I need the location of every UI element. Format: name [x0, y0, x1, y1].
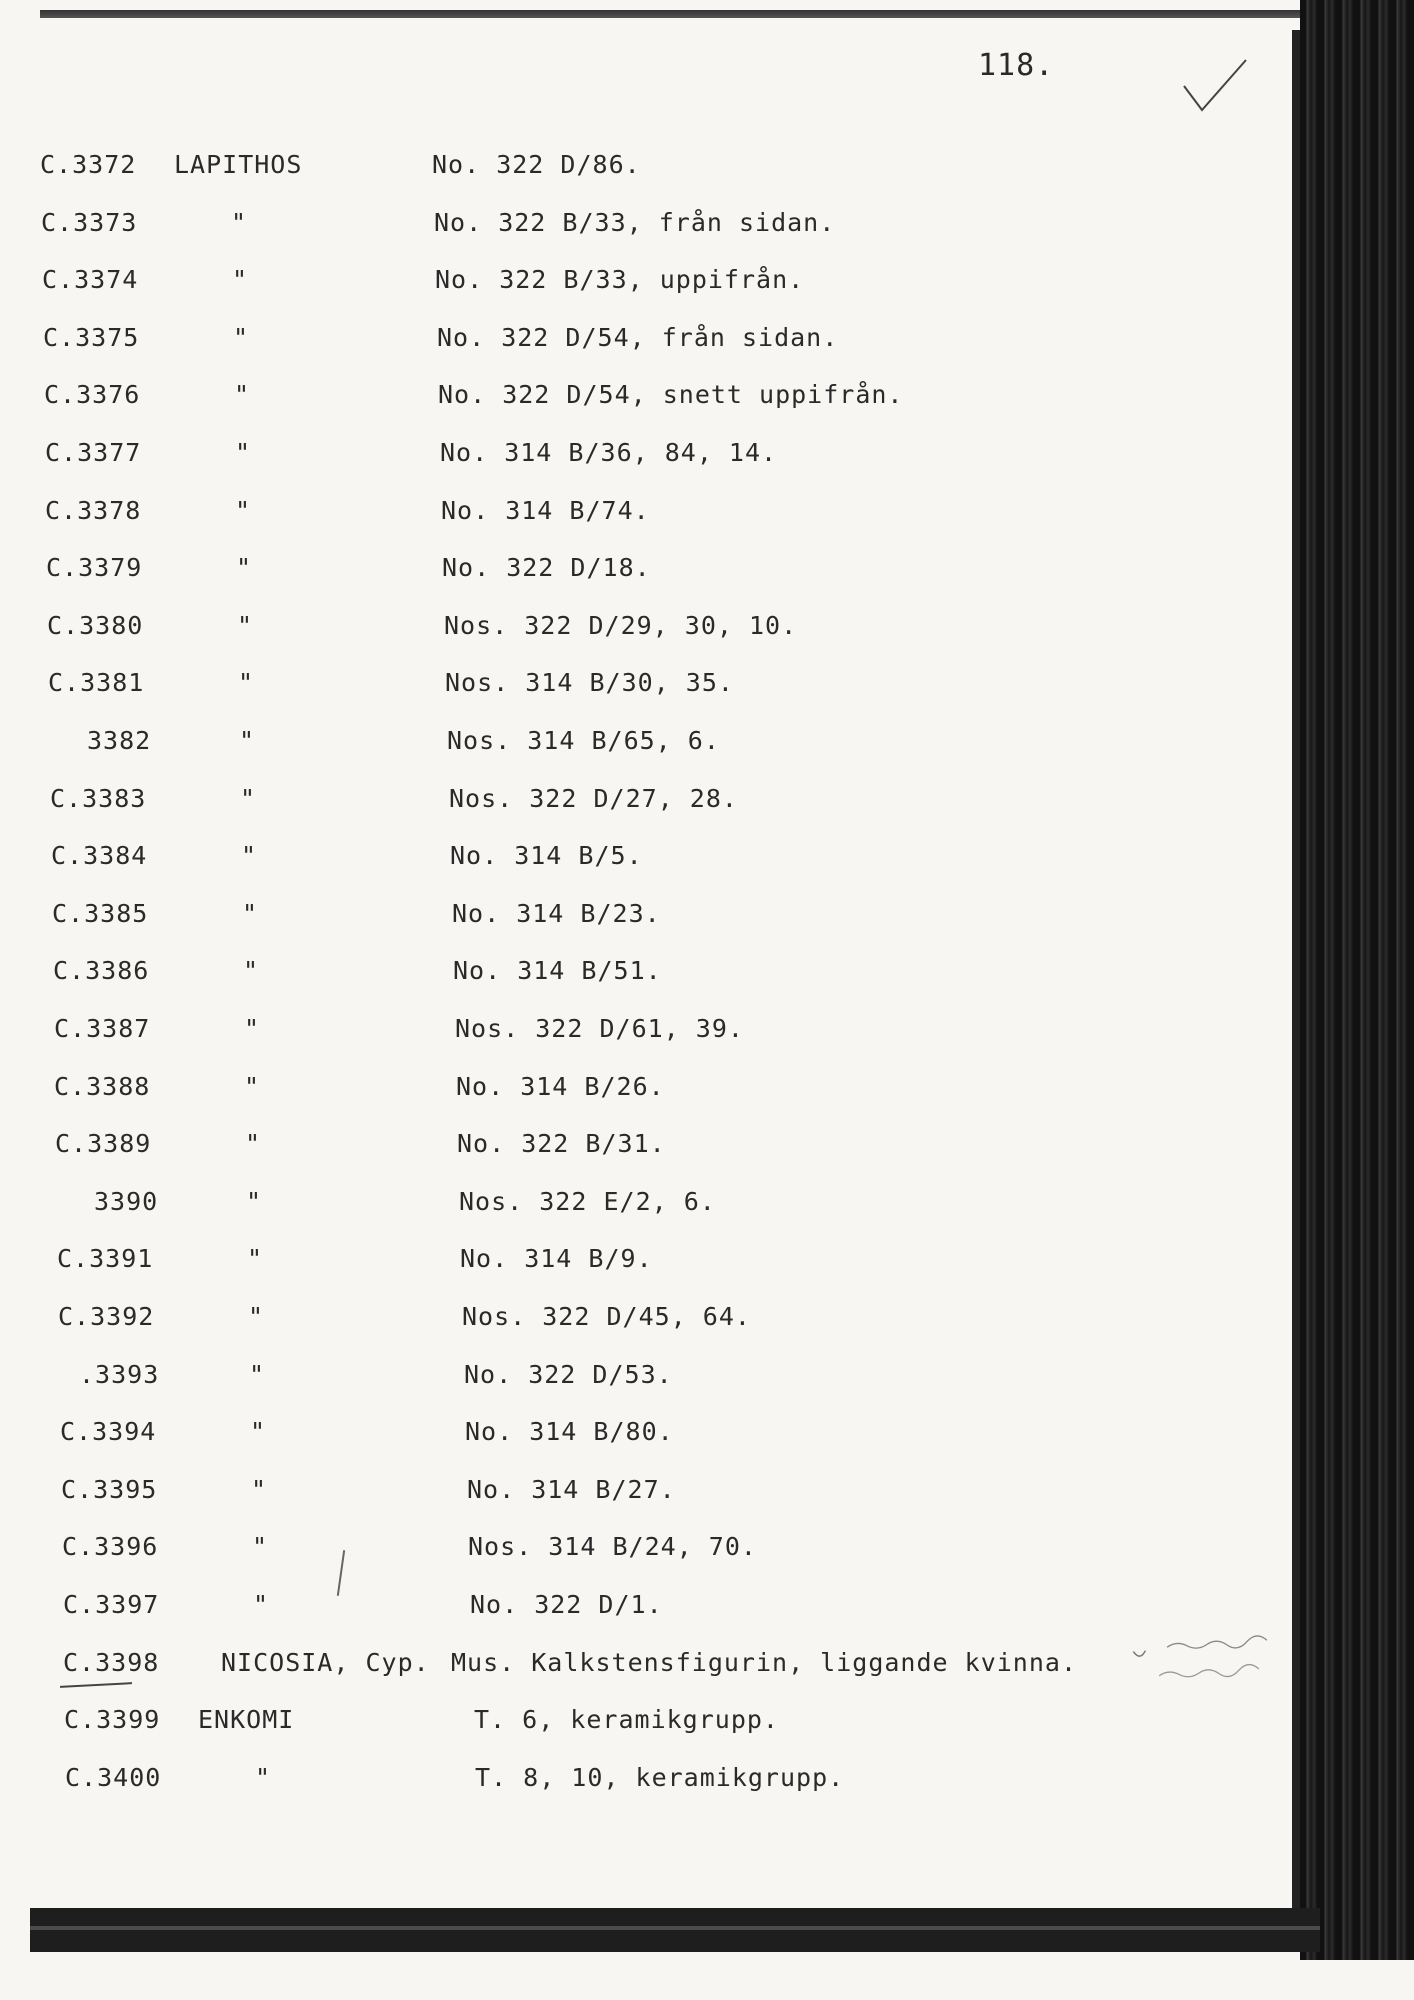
ditto-mark: " [236, 553, 253, 582]
ditto-mark: " [232, 265, 249, 294]
ditto-mark: " [234, 380, 251, 409]
catalog-number: C.3391 [57, 1244, 154, 1273]
ledger-row [64, 1705, 1280, 1745]
object-description: No. 322 D/1. [470, 1590, 663, 1619]
catalog-number: 3382 [87, 726, 152, 755]
catalog-number: C.3397 [63, 1590, 160, 1619]
page-number: 118. [978, 48, 1055, 83]
ledger-row [59, 1360, 1280, 1400]
ledger-row [62, 1532, 1280, 1572]
ledger-row [40, 150, 1280, 190]
object-description: No. 322 D/53. [464, 1360, 673, 1389]
ledger-row [41, 208, 1280, 248]
bottom-rule [30, 1908, 1320, 1952]
ditto-mark: " [237, 611, 254, 640]
ditto-mark: " [242, 899, 259, 928]
object-description: No. 314 B/36, 84, 14. [440, 438, 778, 467]
object-description: Nos. 314 B/30, 35. [445, 668, 734, 697]
ledger-row [42, 265, 1280, 305]
ledger-row [53, 956, 1280, 996]
catalog-number: C.3375 [43, 323, 140, 352]
ledger-row [52, 899, 1280, 939]
object-description: T. 6, keramikgrupp. [474, 1705, 779, 1734]
object-description: No. 314 B/23. [452, 899, 661, 928]
object-description: No. 322 D/54, från sidan. [437, 323, 839, 352]
ditto-mark: " [240, 784, 257, 813]
catalog-number: C.3388 [54, 1072, 151, 1101]
object-description: Nos. 322 D/61, 39. [455, 1014, 744, 1043]
catalog-number: C.3381 [48, 668, 145, 697]
object-description: No. 314 B/27. [467, 1475, 676, 1504]
ledger-row [45, 438, 1280, 478]
object-description: Nos. 322 D/45, 64. [462, 1302, 751, 1331]
ledger-row [63, 1648, 1280, 1688]
object-description: No. 314 B/74. [441, 496, 650, 525]
object-description: No. 314 B/5. [450, 841, 643, 870]
catalog-number: C.3399 [64, 1705, 161, 1734]
catalog-number: C.3395 [61, 1475, 158, 1504]
ledger-row [47, 611, 1280, 651]
catalog-number: .3393 [79, 1360, 160, 1389]
object-description: No. 314 B/80. [465, 1417, 674, 1446]
ditto-mark: " [247, 1244, 264, 1273]
ditto-mark: " [239, 726, 256, 755]
object-description: No. 322 B/33, uppifrån. [435, 265, 805, 294]
catalog-number: C.3384 [51, 841, 148, 870]
catalog-number: C.3385 [52, 899, 149, 928]
object-description: T. 8, 10, keramikgrupp. [475, 1763, 845, 1792]
catalog-number: 3390 [94, 1187, 159, 1216]
object-description: No. 314 B/9. [460, 1244, 653, 1273]
ditto-mark: " [245, 1129, 262, 1158]
ditto-mark: " [238, 668, 255, 697]
catalog-number: C.3383 [50, 784, 147, 813]
ditto-mark: " [243, 956, 260, 985]
catalog-number: C.3372 [40, 150, 137, 179]
catalog-number: C.3373 [41, 208, 138, 237]
ledger-row [44, 380, 1280, 420]
ditto-mark: " [255, 1763, 272, 1792]
ditto-mark: " [250, 1417, 267, 1446]
object-description: Nos. 322 D/27, 28. [449, 784, 738, 813]
catalog-number: C.3379 [46, 553, 143, 582]
catalog-number: C.3374 [42, 265, 139, 294]
object-description: No. 322 B/31. [457, 1129, 666, 1158]
ditto-mark: " [241, 841, 258, 870]
ledger-row [56, 1187, 1280, 1227]
site-name: ENKOMI [198, 1705, 295, 1734]
object-description: Nos. 322 D/29, 30, 10. [444, 611, 798, 640]
ledger-row [48, 668, 1280, 708]
marginal-scribble [1126, 1622, 1300, 1694]
ditto-mark: " [251, 1475, 268, 1504]
object-description: No. 314 B/26. [456, 1072, 665, 1101]
catalog-number: C.3389 [55, 1129, 152, 1158]
object-description: No. 322 D/18. [442, 553, 651, 582]
site-name: LAPITHOS [174, 150, 303, 179]
ditto-mark: " [246, 1187, 263, 1216]
catalog-number: C.3380 [47, 611, 144, 640]
object-description: No. 322 D/86. [432, 150, 641, 179]
ditto-mark: " [235, 496, 252, 525]
ditto-mark: " [248, 1302, 265, 1331]
object-description: No. 322 B/33, från sidan. [434, 208, 836, 237]
ditto-mark: " [244, 1072, 261, 1101]
catalog-number: C.3398 [63, 1648, 160, 1677]
ditto-mark: " [244, 1014, 261, 1043]
object-description: Nos. 322 E/2, 6. [459, 1187, 716, 1216]
ledger-row [54, 1072, 1280, 1112]
ledger-row [50, 784, 1280, 824]
object-description: No. 314 B/51. [453, 956, 662, 985]
ledger-row [43, 323, 1280, 363]
catalog-number: C.3394 [60, 1417, 157, 1446]
object-description: Nos. 314 B/24, 70. [468, 1532, 757, 1561]
catalog-number: C.3387 [54, 1014, 151, 1043]
ledger-row [55, 1129, 1280, 1169]
ledger-row [49, 726, 1280, 766]
ditto-mark: " [249, 1360, 266, 1389]
site-name: NICOSIA, Cyp. [221, 1648, 430, 1677]
catalog-number: C.3386 [53, 956, 150, 985]
ditto-mark: " [235, 438, 252, 467]
ditto-mark: " [231, 208, 248, 237]
ledger-row [63, 1590, 1280, 1630]
catalog-number: C.3396 [62, 1532, 159, 1561]
ditto-mark: " [252, 1532, 269, 1561]
ledger-row [60, 1417, 1280, 1457]
ledger-row [51, 841, 1280, 881]
ledger-row [57, 1244, 1280, 1284]
book-binding-edge [1300, 0, 1414, 1960]
catalog-number: C.3376 [44, 380, 141, 409]
ledger-row [45, 496, 1280, 536]
ditto-mark: " [233, 323, 250, 352]
ditto-mark: " [253, 1590, 270, 1619]
object-description: Mus. Kalkstensfigurin, liggande kvinna. [451, 1648, 1077, 1677]
catalog-number: C.3392 [58, 1302, 155, 1331]
object-description: No. 322 D/54, snett uppifrån. [438, 380, 904, 409]
catalog-number: C.3400 [65, 1763, 162, 1792]
catalog-number: C.3378 [45, 496, 142, 525]
ledger-row [58, 1302, 1280, 1342]
ledger-row [54, 1014, 1280, 1054]
catalog-number: C.3377 [45, 438, 142, 467]
ledger-row [65, 1763, 1280, 1803]
ledger-row [46, 553, 1280, 593]
object-description: Nos. 314 B/65, 6. [447, 726, 720, 755]
ledger-row [61, 1475, 1280, 1515]
